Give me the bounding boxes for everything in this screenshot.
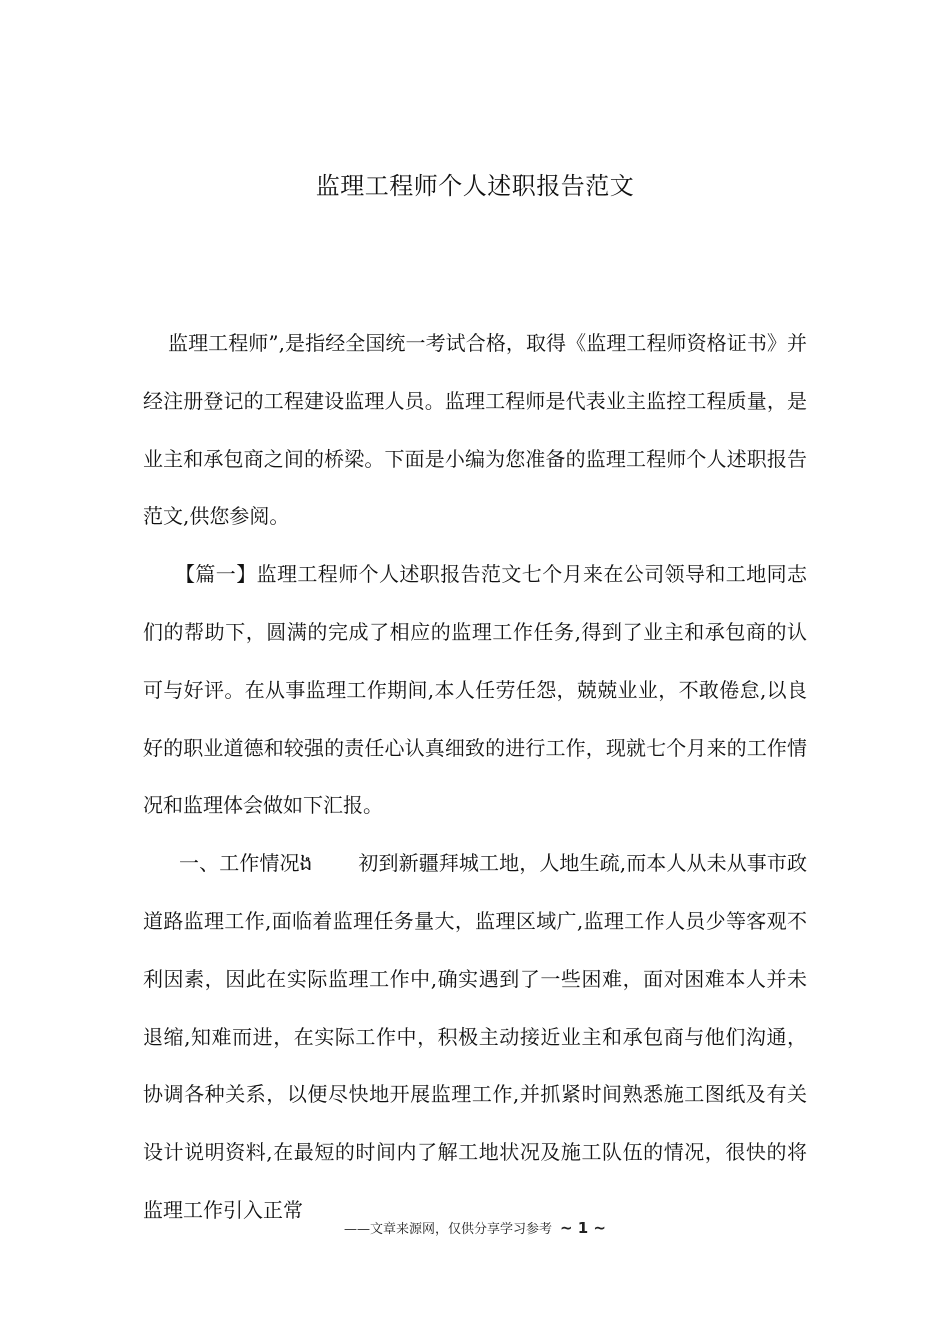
intro-paragraph: 监理工程师”,是指经全国统一考试合格，取得《监理工程师资格证书》并经注册登记的工程建设监理人员。监理工程师是代表业主监控工程质量，是业主和承包商之间的桥梁。下面是小编为您准备的监理工程师个人述职报告范文,供您参阅。 xyxy=(143,331,807,529)
chapter-one-paragraph: 【篇一】监理工程师个人述职报告范文七个月来在公司领导和工地同志们的帮助下，圆满的完成了相应的监理工作任务,得到了业主和承包商的认可与好评。在从事监理工作期间,本人任劳任怨，兢兢业业，不敢倦怠,以良好的职业道德和较强的责任心认真细致的进行工作，现就七个月来的工作情况和监理体会做如下汇报。 xyxy=(143,562,807,818)
section-heading: 一、工作情况 xyxy=(179,851,300,876)
page-number: ~ 1 ~ xyxy=(559,1219,607,1237)
page-footer xyxy=(0,1218,950,1240)
section-text: 初到新疆拜城工地，人地生疏,而本人从未从事市政道路监理工作,面临着监理任务量大，监理区域广,监理工作人员少等客观不利因素，因此在实际监理工作中,确实遇到了一些困难，面对困难本人并未退缩,知难而进，在实际工作中，积极主动接近业主和承包商与他们沟通，协调各种关系，以便尽快地开展监理工作,并抓紧时间熟悉施工图纸及有关设计说明资料,在最短的时间内了解工地状况及施工队伍的情况，很快的将监理工作引入正常 xyxy=(143,851,807,1222)
document-body xyxy=(143,315,807,1240)
footer-source-text: ——文章来源网，仅供分享学习参考 xyxy=(343,1222,552,1237)
document-title: 监理工程师个人述职报告范文 xyxy=(315,172,635,200)
section-mark: ង xyxy=(299,851,313,876)
work-situation-paragraph xyxy=(143,835,807,1240)
